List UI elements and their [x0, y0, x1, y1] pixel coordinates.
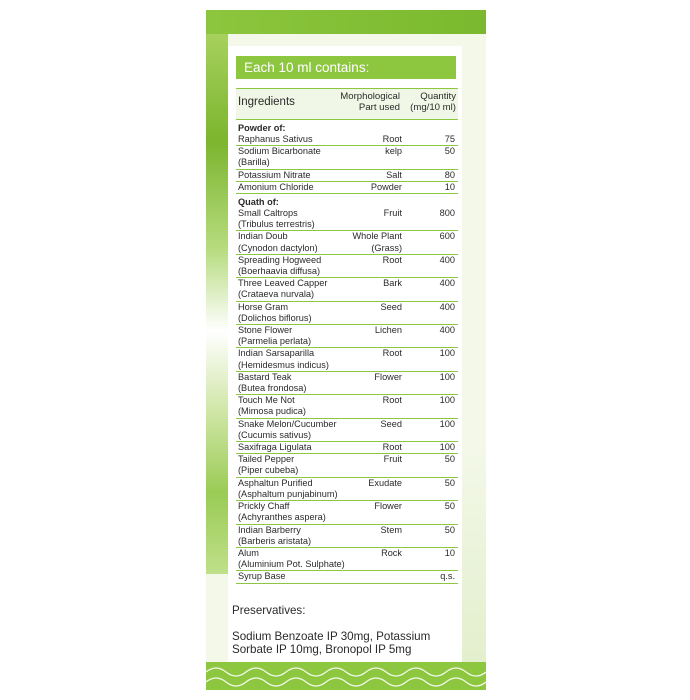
- ingredient-quantity: 50: [444, 524, 455, 535]
- ingredient-name: Raphanus Sativus: [238, 134, 313, 144]
- ingredient-quantity: 100: [439, 348, 455, 359]
- ingredient-part: Fruit: [383, 208, 402, 219]
- table-row: [236, 525, 458, 548]
- table-row: [236, 548, 458, 571]
- ingredient-part: Lichen: [374, 325, 402, 336]
- table-row: [236, 501, 458, 524]
- ingredient-part: Bark: [383, 278, 402, 289]
- ingredient-part: Root: [382, 254, 402, 265]
- ingredient-quantity: 10: [444, 547, 455, 558]
- ingredient-name: Sodium Bicarbonate (Barilla): [238, 146, 321, 168]
- ingredient-name: Amonium Chloride: [238, 181, 314, 192]
- ingredient-quantity: 400: [439, 278, 455, 289]
- ingredient-name: Indian Sarsaparilla (Hemidesmus indicus): [238, 348, 329, 370]
- table-row: [236, 302, 458, 325]
- section-title: Powder of:: [238, 123, 286, 133]
- ingredient-quantity: 50: [444, 146, 455, 157]
- quantity-column-header: Quantity (mg/10 ml): [410, 91, 456, 113]
- table-row: [236, 208, 458, 231]
- table-row: [236, 454, 458, 477]
- top-green-band: [206, 10, 486, 34]
- ingredient-part: Rock: [381, 547, 402, 558]
- ingredient-name: Indian Barberry (Barberis aristata): [238, 524, 312, 546]
- ingredient-quantity: 100: [439, 371, 455, 382]
- ingredient-quantity: 75: [444, 134, 455, 144]
- ingredient-part: Salt: [386, 169, 402, 180]
- ingredient-name: Potassium Nitrate: [238, 169, 311, 180]
- bottom-pattern-band: [206, 662, 486, 690]
- ingredient-part: Root: [382, 134, 402, 144]
- ingredient-name: Horse Gram (Dolichos biflorus): [238, 301, 312, 323]
- ingredient-name: Touch Me Not (Mimosa pudica): [238, 395, 306, 417]
- table-row: [236, 278, 458, 301]
- ingredient-name: Tailed Pepper (Piper cubeba): [238, 454, 299, 476]
- ingredient-quantity: 80: [444, 169, 455, 180]
- ingredient-quantity: 50: [444, 477, 455, 488]
- table-body: [236, 120, 458, 584]
- ingredient-quantity: 100: [439, 395, 455, 406]
- preservatives-text: Sodium Benzoate IP 30mg, Potassium Sorbate IP 10mg, Bronopol IP 5mg: [232, 629, 431, 656]
- ingredient-name: Spreading Hogweed (Boerhaavia diffusa): [238, 254, 322, 277]
- table-row: [236, 146, 458, 169]
- ingredient-quantity: 10: [444, 181, 455, 192]
- ingredient-name: Saxifraga Ligulata: [238, 442, 312, 453]
- table-row: [236, 372, 458, 395]
- table-row: [236, 231, 458, 254]
- table-row: [236, 478, 458, 501]
- ingredient-quantity: 400: [439, 254, 455, 265]
- contents-header: Each 10 ml contains:: [236, 56, 456, 79]
- left-decorative-border: [206, 34, 228, 574]
- ingredient-name: Indian Doub (Cynodon dactylon): [238, 231, 318, 253]
- ingredient-name: Stone Flower (Parmelia perlata): [238, 325, 312, 347]
- ingredient-name: Small Caltrops (Tribulus terrestris): [238, 208, 315, 230]
- table-row: [236, 182, 458, 194]
- ingredient-quantity: 600: [439, 231, 455, 242]
- ingredient-name: Three Leaved Capper (Crataeva nurvala): [238, 278, 328, 300]
- ingredient-name: Prickly Chaff (Achyranthes aspera): [238, 501, 326, 523]
- ingredient-quantity: 50: [444, 501, 455, 512]
- ingredient-part: Powder: [370, 181, 402, 192]
- table-row: [236, 255, 458, 278]
- ingredient-quantity: 100: [439, 442, 455, 453]
- ingredient-part: Root: [382, 395, 402, 406]
- ingredient-part: Flower: [374, 501, 402, 512]
- wave-pattern-icon: [206, 662, 486, 690]
- ingredient-quantity: 50: [444, 454, 455, 465]
- ingredient-quantity: 400: [439, 325, 455, 336]
- ingredient-quantity: 800: [439, 208, 455, 219]
- ingredient-part: Exudate: [368, 477, 402, 488]
- section-title: Quath of:: [238, 197, 279, 208]
- ingredient-part: Seed: [380, 301, 402, 312]
- ingredients-table: [236, 88, 458, 584]
- ingredient-quantity: 100: [439, 418, 455, 429]
- table-row: [236, 395, 458, 418]
- table-row: [236, 419, 458, 442]
- ingredient-name: Asphaltun Purified (Asphaltum punjabinum): [238, 477, 338, 499]
- preservatives-title: Preservatives:: [232, 604, 306, 617]
- table-row: [236, 325, 458, 348]
- table-header: [236, 88, 458, 120]
- table-row: [236, 348, 458, 371]
- ingredient-name: Snake Melon/Cucumber (Cucumis sativus): [238, 418, 337, 440]
- preservatives-block: [232, 604, 462, 657]
- table-row: [236, 134, 458, 146]
- ingredient-part: Root: [382, 348, 402, 359]
- ingredient-quantity: 400: [439, 301, 455, 312]
- ingredient-part: kelp: [385, 146, 402, 157]
- ingredient-part: Fruit: [383, 454, 402, 465]
- ingredient-part: Root: [382, 442, 402, 453]
- ingredient-part: Seed: [380, 418, 402, 429]
- part-column-header: Morphological Part used: [340, 91, 400, 113]
- ingredient-name: Syrup Base: [238, 571, 286, 582]
- ingredient-quantity: q.s.: [440, 571, 455, 582]
- ingredient-part: Stem: [380, 524, 402, 535]
- ingredients-column-header: Ingredients: [238, 96, 295, 108]
- ingredient-name: Bastard Teak (Butea frondosa): [238, 371, 307, 394]
- table-row: [236, 442, 458, 454]
- table-row: [236, 571, 458, 583]
- table-row: [236, 170, 458, 182]
- ingredient-part: Whole Plant (Grass): [352, 231, 402, 253]
- ingredient-part: Flower: [374, 371, 402, 382]
- ingredient-name: Alum (Aluminium Pot. Sulphate): [238, 547, 345, 570]
